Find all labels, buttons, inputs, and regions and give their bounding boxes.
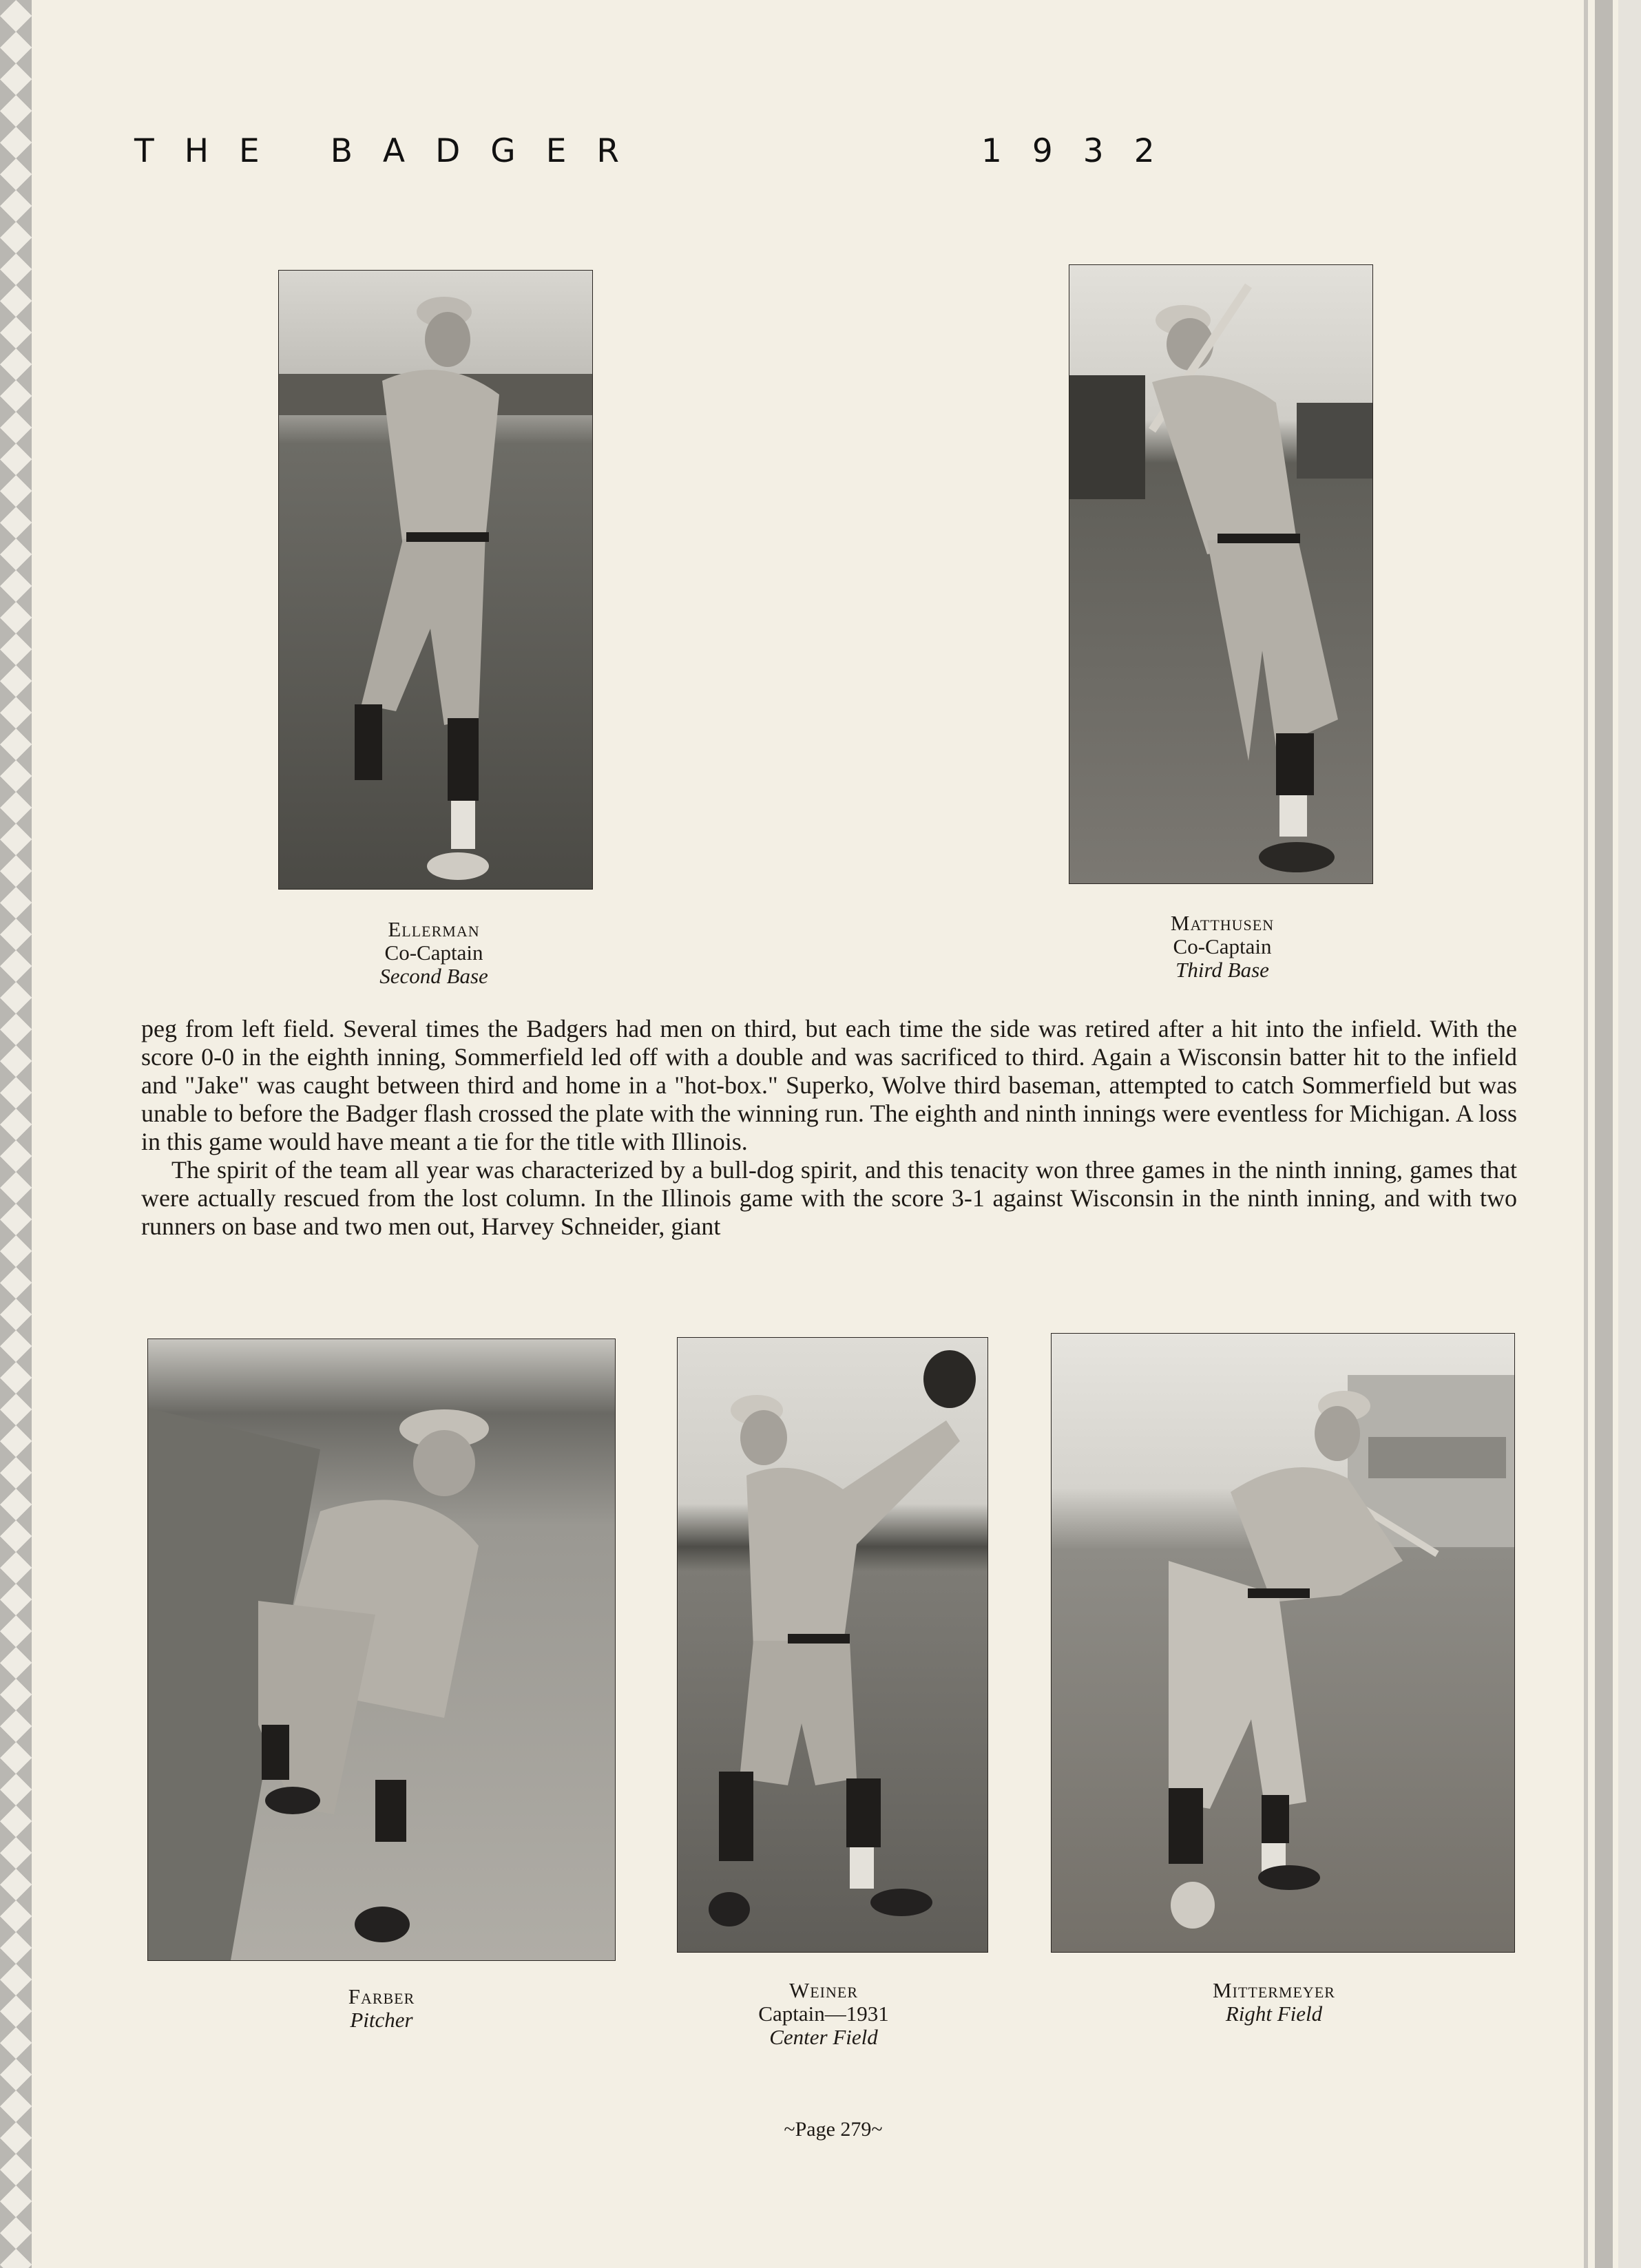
decorative-stripe — [1584, 0, 1588, 2268]
player-position: Second Base — [379, 964, 488, 988]
photo-weiner — [677, 1337, 988, 1953]
photo-matthusen — [1069, 264, 1373, 884]
caption-weiner — [707, 1979, 941, 2049]
decorative-zigzag-border — [0, 0, 32, 2268]
player-role: Co-Captain — [1173, 934, 1272, 958]
player-role: Captain—1931 — [758, 2002, 889, 2026]
player-role: Co-Captain — [384, 941, 483, 965]
caption-ellerman — [317, 918, 551, 988]
player-name: Ellerman — [388, 917, 480, 941]
player-position: Third Base — [1175, 958, 1269, 982]
photo-farber — [147, 1338, 616, 1961]
masthead-year: 1932 — [981, 132, 1185, 170]
player-position: Center Field — [769, 2025, 878, 2049]
body-paragraph: peg from left field. Several times the Badgers had men on third, but each time the side was retired after a hit into the infield. With the score 0-0 in the eighth inning, Sommerfield led off with a double and was sacrificed to third. Again a Wisconsin batter hit to the infield and "Jake" was caught between third and home in a "hot-box." Superko, Wolve third baseman, attempted to catch Sommerfield but was unable to before the Badger flash crossed the plate with the winning run. The eighth and ninth innings were eventless for Michigan. A loss in this game would have meant a tie for the title with Illinois. — [141, 1015, 1517, 1155]
player-name: Mittermeyer — [1213, 1978, 1335, 2002]
photo-mittermeyer — [1051, 1333, 1515, 1953]
caption-farber — [264, 1985, 499, 2032]
player-position: Right Field — [1225, 2002, 1323, 2026]
player-name: Weiner — [788, 1978, 859, 2002]
decorative-stripe — [1618, 0, 1641, 2268]
caption-mittermeyer — [1157, 1979, 1391, 2026]
decorative-stripe — [1595, 0, 1613, 2268]
body-paragraph: The spirit of the team all year was characterized by a bull-dog spirit, and this tenacity won three games in the ninth inning, games that were actually rescued from the lost column. In the Illinois game with the score 3-1 against Wisconsin in the ninth inning, and with two runners on base and two men out, Harvey Schneider, giant — [141, 1156, 1517, 1240]
page-number: ~Page 279~ — [784, 2118, 883, 2141]
caption-matthusen — [1105, 912, 1339, 982]
player-position: Pitcher — [350, 2008, 413, 2032]
photo-ellerman — [278, 270, 593, 890]
article-body — [141, 1015, 1517, 1241]
player-name: Farber — [348, 1984, 415, 2008]
masthead-title: THE BADGER — [134, 132, 650, 170]
player-name: Matthusen — [1170, 911, 1275, 935]
